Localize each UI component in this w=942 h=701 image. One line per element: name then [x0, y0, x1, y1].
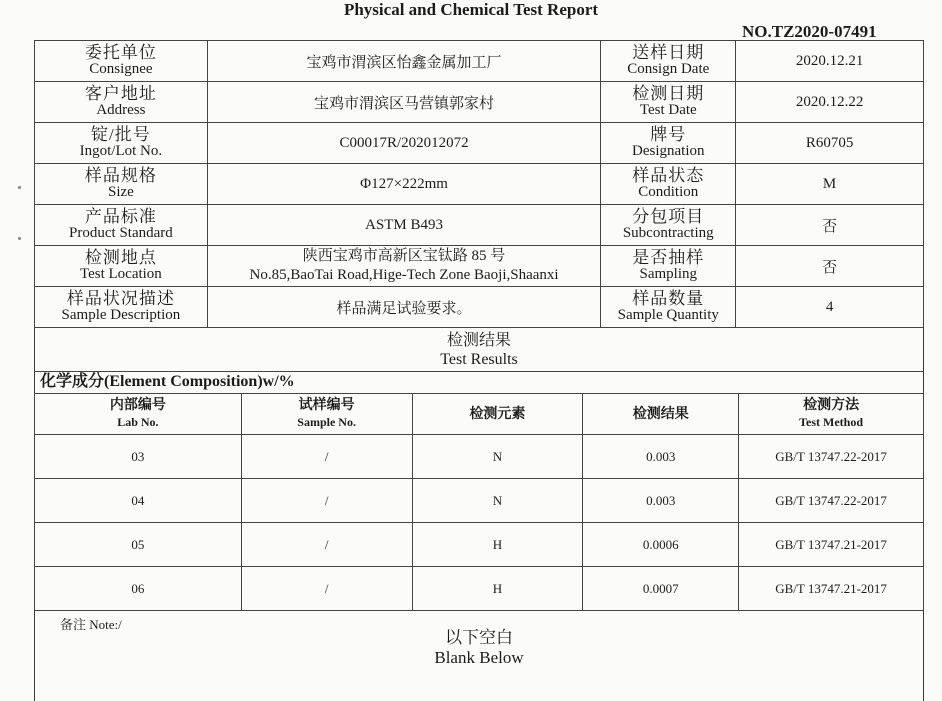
element-cell: N — [412, 435, 583, 479]
element-header: 检测元素 — [412, 394, 583, 435]
address-value: 宝鸡市渭滨区马营镇郭家村 — [207, 82, 601, 123]
result-header: 检测结果 — [583, 394, 739, 435]
sample-no-cell: / — [241, 523, 412, 567]
sample-no-cell: / — [241, 435, 412, 479]
description-label: 样品状况描述 Sample Description — [35, 287, 208, 328]
lot-value: C00017R/202012072 — [207, 123, 601, 164]
lot-label: 锭/批号 Ingot/Lot No. — [35, 123, 208, 164]
element-cell: H — [412, 567, 583, 611]
result-cell: 0.003 — [583, 435, 739, 479]
lab-no-cell: 03 — [35, 435, 242, 479]
subcontracting-value: 否 — [736, 205, 924, 246]
lab-no-cell: 04 — [35, 479, 242, 523]
size-value: Φ127×222mm — [207, 164, 601, 205]
sample-no-cell: / — [241, 567, 412, 611]
sampling-label: 是否抽样 Sampling — [601, 246, 736, 287]
info-row-lot — [35, 123, 924, 164]
table-row — [35, 523, 924, 567]
info-row-standard — [35, 205, 924, 246]
consign-date-value: 2020.12.21 — [736, 41, 924, 82]
result-cell: 0.0007 — [583, 567, 739, 611]
condition-label: 样品状态 Condition — [601, 164, 736, 205]
test-results-header — [34, 328, 924, 372]
table-row — [35, 567, 924, 611]
method-cell: GB/T 13747.21-2017 — [739, 567, 924, 611]
margin-dot — [18, 186, 21, 189]
info-row-consignee — [35, 41, 924, 82]
size-label: 样品规格 Size — [35, 164, 208, 205]
table-row — [35, 435, 924, 479]
test-results-title-zh: 检测结果 — [446, 332, 511, 349]
info-row-location — [35, 246, 924, 287]
quantity-value: 4 — [736, 287, 924, 328]
location-value: 陕西宝鸡市高新区宝钛路 85 号 No.85,BaoTai Road,Hige-Tech Zone Baoji,Shaanxi — [207, 246, 601, 287]
result-cell: 0.003 — [583, 479, 739, 523]
lab-no-cell: 05 — [35, 523, 242, 567]
method-cell: GB/T 13747.22-2017 — [739, 479, 924, 523]
composition-header-row — [35, 394, 924, 435]
test-results-title-en: Test Results — [440, 351, 518, 368]
sample-no-header: 试样编号 Sample No. — [241, 394, 412, 435]
test-date-label: 检测日期 Test Date — [601, 82, 736, 123]
standard-value: ASTM B493 — [207, 205, 601, 246]
consign-date-label: 送样日期 Consign Date — [601, 41, 736, 82]
info-row-description — [35, 287, 924, 328]
method-cell: GB/T 13747.21-2017 — [739, 523, 924, 567]
test-date-value: 2020.12.22 — [736, 82, 924, 123]
lab-no-header: 内部编号 Lab No. — [35, 394, 242, 435]
blank-below-en: Blank Below — [434, 648, 524, 667]
info-row-address — [35, 82, 924, 123]
designation-label: 牌号 Designation — [601, 123, 736, 164]
info-row-size — [35, 164, 924, 205]
condition-value: M — [736, 164, 924, 205]
report-number: NO.TZ2020-07491 — [742, 22, 877, 41]
composition-table — [34, 393, 924, 611]
table-row — [35, 479, 924, 523]
description-value: 样品满足试验要求。 — [207, 287, 601, 328]
method-header: 检测方法 Test Method — [739, 394, 924, 435]
sample-no-cell: / — [241, 479, 412, 523]
sample-info-table — [34, 40, 924, 328]
sampling-value: 否 — [736, 246, 924, 287]
designation-value: R60705 — [736, 123, 924, 164]
element-cell: N — [412, 479, 583, 523]
address-label: 客户地址 Address — [35, 82, 208, 123]
report-title: Physical and Chemical Test Report — [343, 0, 599, 19]
consignee-value: 宝鸡市渭滨区怡鑫金属加工厂 — [207, 41, 601, 82]
composition-section-title: 化学成分(Element Composition)w/% — [40, 373, 295, 390]
blank-below-zh: 以下空白 — [445, 628, 513, 647]
quantity-label: 样品数量 Sample Quantity — [601, 287, 736, 328]
note-text: 备注 Note:/ — [60, 617, 122, 632]
lab-no-cell: 06 — [35, 567, 242, 611]
consignee-label: 委托单位 Consignee — [35, 41, 208, 82]
element-cell: H — [412, 523, 583, 567]
result-cell: 0.0006 — [583, 523, 739, 567]
method-cell: GB/T 13747.22-2017 — [739, 435, 924, 479]
location-label: 检测地点 Test Location — [35, 246, 208, 287]
standard-label: 产品标准 Product Standard — [35, 205, 208, 246]
subcontracting-label: 分包项目 Subcontracting — [601, 205, 736, 246]
margin-dot — [18, 237, 21, 240]
blank-below — [0, 628, 942, 668]
